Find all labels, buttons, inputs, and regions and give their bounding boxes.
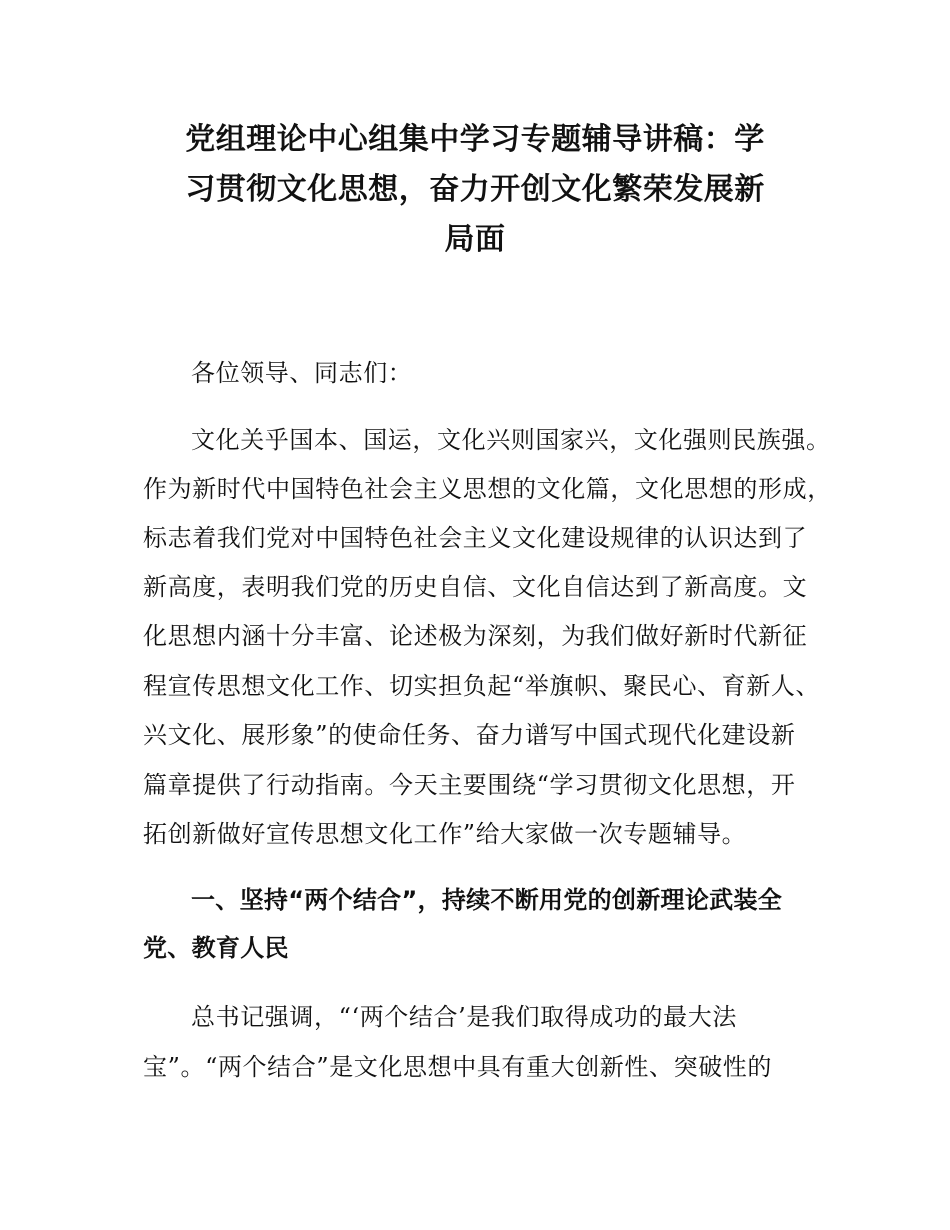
text-line: 宝”。“两个结合”是文化思想中具有重大创新性、突破性的	[143, 1053, 773, 1081]
title-line: 党组理论中心组集中学习专题辅导讲稿：学	[185, 122, 765, 157]
title-line: 习贯彻文化思想，奋力开创文化繁荣发展新	[185, 172, 765, 207]
text-line: 作为新时代中国特色社会主义思想的文化篇，文化思想的形成，	[143, 475, 832, 503]
heading-line: 一、坚持“两个结合”，持续不断用党的创新理论武装全	[191, 886, 783, 914]
text-line: 程宣传思想文化工作、切实担负起“举旗帜、聚民心、育新人、	[143, 672, 821, 700]
text-line: 兴文化、展形象”的使命任务、奋力谱写中国式现代化建设新	[143, 721, 796, 749]
heading-line: 党、教育人民	[143, 934, 289, 962]
text-line: 总书记强调，“‘两个结合’是我们取得成功的最大法	[191, 1003, 737, 1031]
text-line: 新高度，表明我们党的历史自信、文化自信达到了新高度。文	[143, 573, 808, 601]
text-line: 标志着我们党对中国特色社会主义文化建设规律的认识达到了	[143, 524, 808, 552]
greeting: 各位领导、同志们：	[191, 359, 413, 387]
text-line: 文化关乎国本、国运，文化兴则国家兴，文化强则民族强。	[191, 426, 831, 454]
text-line: 化思想内涵十分丰富、论述极为深刻，为我们做好新时代新征	[143, 622, 808, 650]
text-line: 拓创新做好宣传思想文化工作”给大家做一次专题辅导。	[143, 820, 747, 848]
text-line: 篇章提供了行动指南。今天主要围绕“学习贯彻文化思想，开	[143, 771, 796, 799]
title-line: 局面	[444, 222, 506, 257]
